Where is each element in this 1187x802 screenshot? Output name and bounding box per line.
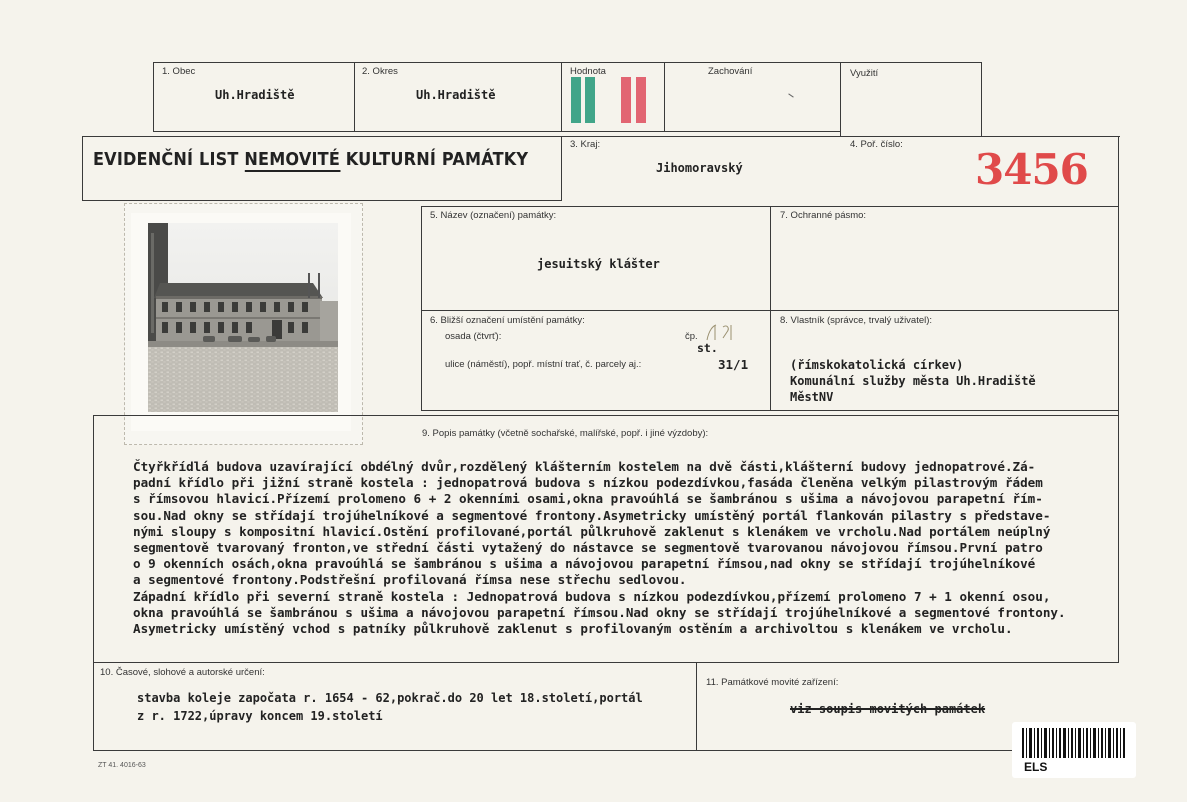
casove-line: z r. 1722,úpravy koncem 19.století [137, 709, 383, 723]
st-label: st. [697, 341, 718, 355]
nazev-label: 5. Název (označení) památky: [430, 210, 557, 221]
osada-label: osada (čtvrť): [445, 331, 502, 342]
rule [664, 62, 665, 132]
barcode-icon [1022, 728, 1126, 758]
rule [1118, 136, 1119, 416]
building-photo [148, 223, 338, 412]
movite-value: viz soupis movitých památek [790, 702, 986, 716]
rule [153, 62, 982, 63]
popis-line: Západní křídlo při severní straně kostela : Jednopatrová budova s nízkou podezdívkou,přízemí prolomeno 7 + 1 okenní osou, [133, 588, 1051, 604]
rule [93, 415, 1119, 416]
por-cislo-label: 4. Poř. číslo: [850, 139, 903, 150]
popis-text [133, 459, 1123, 637]
popis-line: sou.Nad okny se střídají trojúhelníkové a segmentové frontony.Asymetricky umístěný portál flankován pilastry s představe- [133, 507, 1051, 523]
obec-label: 1. Obec [162, 66, 196, 77]
pencil-tick-mark [788, 93, 793, 97]
form-code: ZT 41. 4016-63 [98, 762, 146, 769]
vyuziti-label: Využití [850, 68, 879, 79]
cp-label: čp. [685, 331, 698, 342]
rule [93, 750, 1023, 751]
rule [82, 136, 1120, 137]
movite-label: 11. Památkové movité zařízení: [706, 677, 839, 688]
rule [696, 662, 697, 751]
popis-line: a segmentové frontony.Podstřešní profilovaná římsa nese střechu sedlovou. [133, 572, 687, 588]
rule [153, 62, 154, 132]
popis-line: segmentově tvarovaný fronton,ve střední části vytažený do nástavce se segmentově tvarovanou návojovou římsou.První patro [133, 540, 1043, 556]
barcode-sticker [1012, 722, 1136, 778]
parcela-value: 31/1 [718, 357, 749, 372]
casove-line: stavba koleje započata r. 1654 - 62,pokrač.do 20 let 18.století,portál [137, 691, 643, 705]
rule [93, 415, 94, 751]
rule [82, 200, 562, 201]
kraj-label: 3. Kraj: [570, 139, 601, 150]
kraj-value: Jihomoravský [656, 161, 743, 175]
barcode-text: ELS [1024, 760, 1048, 774]
vlastnik-label: 8. Vlastník (správce, trvalý uživatel): [780, 315, 933, 326]
handwritten-annotation [703, 322, 737, 344]
hodnota-label: Hodnota [570, 66, 606, 77]
popis-label: 9. Popis památky (včetně sochařské, malířské, popř. i jiné výzdoby): [422, 428, 709, 439]
obec-value: Uh.Hradiště [215, 88, 295, 102]
vlastnik-line: (římskokatolická církev) [790, 358, 964, 372]
popis-line: Asymetricky umístěný vchod s patníky půlkruhově zaklenut s profilovaným ostěním a archivoltou s klenákem ve vrcholu. [133, 621, 1013, 637]
umisteni-label: 6. Bližší označení umístění památky: [430, 315, 585, 326]
rule [421, 310, 1119, 311]
popis-line: okna pravoúhlá se šambránou s ušima a návojovou parapetní římsou.Nad okny se střídají trojúhelníkové a segmentové frontony. [133, 604, 1066, 620]
form-title: EVIDENČNÍ LIST NEMOVITÉ KULTURNÍ PAMÁTKY [93, 150, 529, 170]
rule [421, 410, 1119, 411]
casove-label: 10. Časové, slohové a autorské určení: [100, 667, 265, 678]
popis-line: o 9 okenních osách,okna pravoúhlá se šambránou s ušima a návojovou parapetní římsou,nad okny se střídají trojúhelníkové [133, 556, 1036, 572]
popis-line: s římsovou hlavicí.Přízemí prolomeno 6 + 2 okenními osami,okna pravoúhlá se šambránou s ušima a návojovou parapetní řím- [133, 491, 1043, 507]
popis-line: Čtyřkřídlá budova uzavírající obdélný dvůr,rozdělený klášterním kostelem na dvě části,klášterní budovy jednopatrové.Zá- [133, 459, 1036, 474]
rule [770, 206, 771, 411]
okres-label: 2. Okres [362, 66, 398, 77]
popis-line: nými sloupy s kompositní hlavicí.Ostění profilované,portál půlkruhově zaklenut s klenákem ve vrcholu.Nad portálem neúplný [133, 523, 1051, 539]
nazev-value: jesuitský klášter [537, 257, 660, 271]
rule [93, 662, 1119, 663]
rule [981, 62, 982, 137]
rule [153, 131, 841, 132]
rule [561, 136, 562, 201]
rule [421, 206, 422, 411]
ochranne-pasmo-label: 7. Ochranné pásmo: [780, 210, 867, 221]
rule [82, 136, 83, 201]
vlastnik-line: Komunální služby města Uh.Hradiště [790, 374, 1036, 388]
rule [354, 62, 355, 132]
vlastnik-line: MěstNV [790, 390, 834, 404]
rule [840, 62, 841, 137]
okres-value: Uh.Hradiště [416, 88, 496, 102]
rule [561, 62, 562, 132]
ulice-label: ulice (náměstí), popř. místní trať, č. parcely aj.: [445, 359, 642, 370]
popis-line: padní křídlo při jižní straně kostela : jednopatrová budova s nízkou podezdívkou,fasáda členěna velkým pilastrovým řádem [133, 475, 1043, 491]
zachovani-label: Zachování [708, 66, 753, 77]
registration-number: 3456 [975, 145, 1088, 194]
